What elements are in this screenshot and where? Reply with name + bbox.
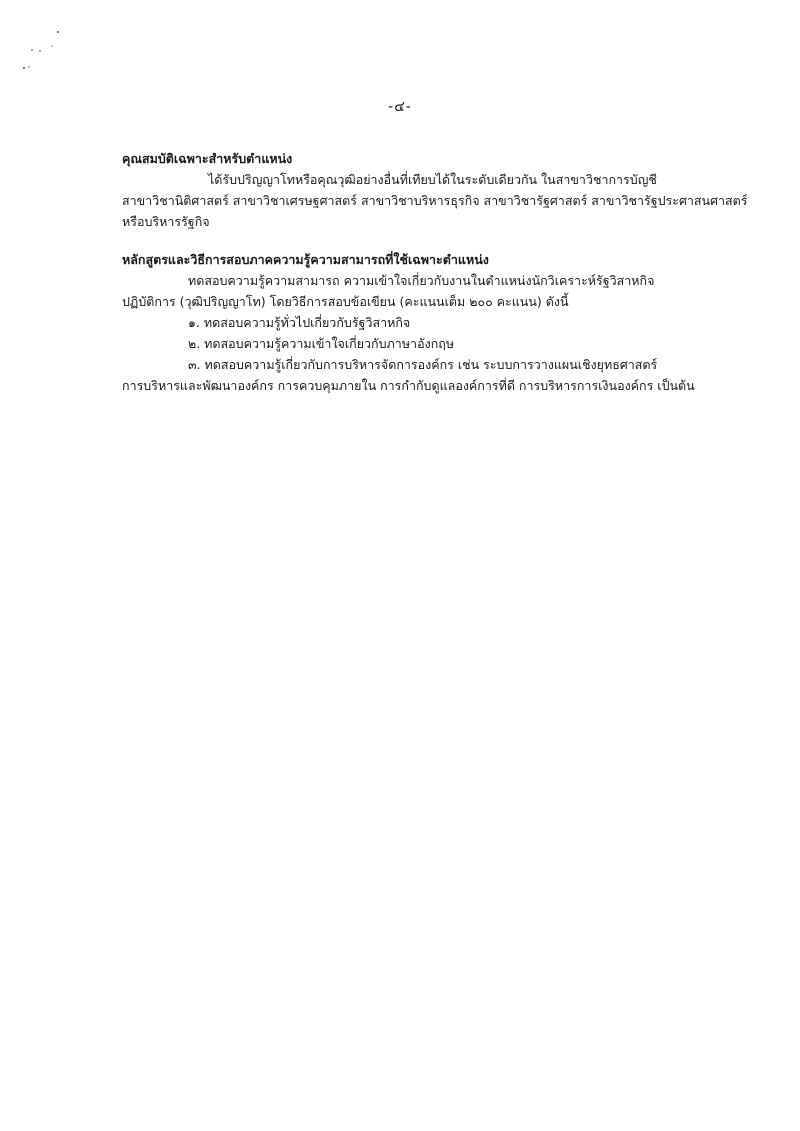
- section-gap: [122, 232, 726, 249]
- qualifications-line-3: หรือบริหารรัฐกิจ: [122, 214, 210, 229]
- exam-heading: หลักสูตรและวิธีการสอบภาคความรู้ความสามารถที่ใช้เฉพาะตำแหน่ง: [122, 252, 489, 267]
- document-body: [122, 148, 748, 396]
- scan-specks: [18, 28, 78, 78]
- qualifications-heading: คุณสมบัติเฉพาะสำหรับตำแหน่ง: [122, 151, 293, 166]
- page-number: -๔-: [388, 99, 412, 115]
- qualifications-line-1: ได้รับปริญญาโทหรือคุณวุฒิอย่างอื่นที่เทียบได้ในระดับเดียวกัน ในสาขาวิชาการบัญชี: [208, 172, 657, 187]
- qualifications-line-2: สาขาวิชานิติศาสตร์ สาขาวิชาเศรษฐศาสตร์ สาขาวิชาบริหารธุรกิจ สาขาวิชารัฐศาสตร์ สาขาวิชารัฐประศาสนศาสตร์: [122, 193, 748, 208]
- exam-item-1: ๑. ทดสอบความรู้ทั่วไปเกี่ยวกับรัฐวิสาหกิจ: [188, 315, 411, 330]
- exam-item-3: ๓. ทดสอบความรู้เกี่ยวกับการบริหารจัดการองค์กร เช่น ระบบการวางแผนเชิงยุทธศาสตร์: [188, 357, 658, 372]
- exam-intro-paragraph: [122, 270, 726, 312]
- exam-intro-line-1: ทดสอบความรู้ความสามารถ ความเข้าใจเกี่ยวกับงานในตำแหน่งนักวิเคราะห์รัฐวิสาหกิจ: [188, 273, 655, 288]
- exam-intro-line-2: ปฏิบัติการ (วุฒิปริญญาโท) โดยวิธีการสอบข้อเขียน (คะแนนเต็ม ๒๐๐ คะแนน) ดังนี้: [122, 294, 569, 309]
- exam-item-2: ๒. ทดสอบความรู้ความเข้าใจเกี่ยวกับภาษาอังกฤษ: [188, 336, 455, 351]
- qualifications-paragraph: [122, 169, 748, 232]
- exam-item-3-continuation: การบริหารและพัฒนาองค์กร การควบคุมภายใน การกำกับดูแลองค์การที่ดี การบริหารการเงินองค์กร เป็นต้น: [122, 378, 695, 393]
